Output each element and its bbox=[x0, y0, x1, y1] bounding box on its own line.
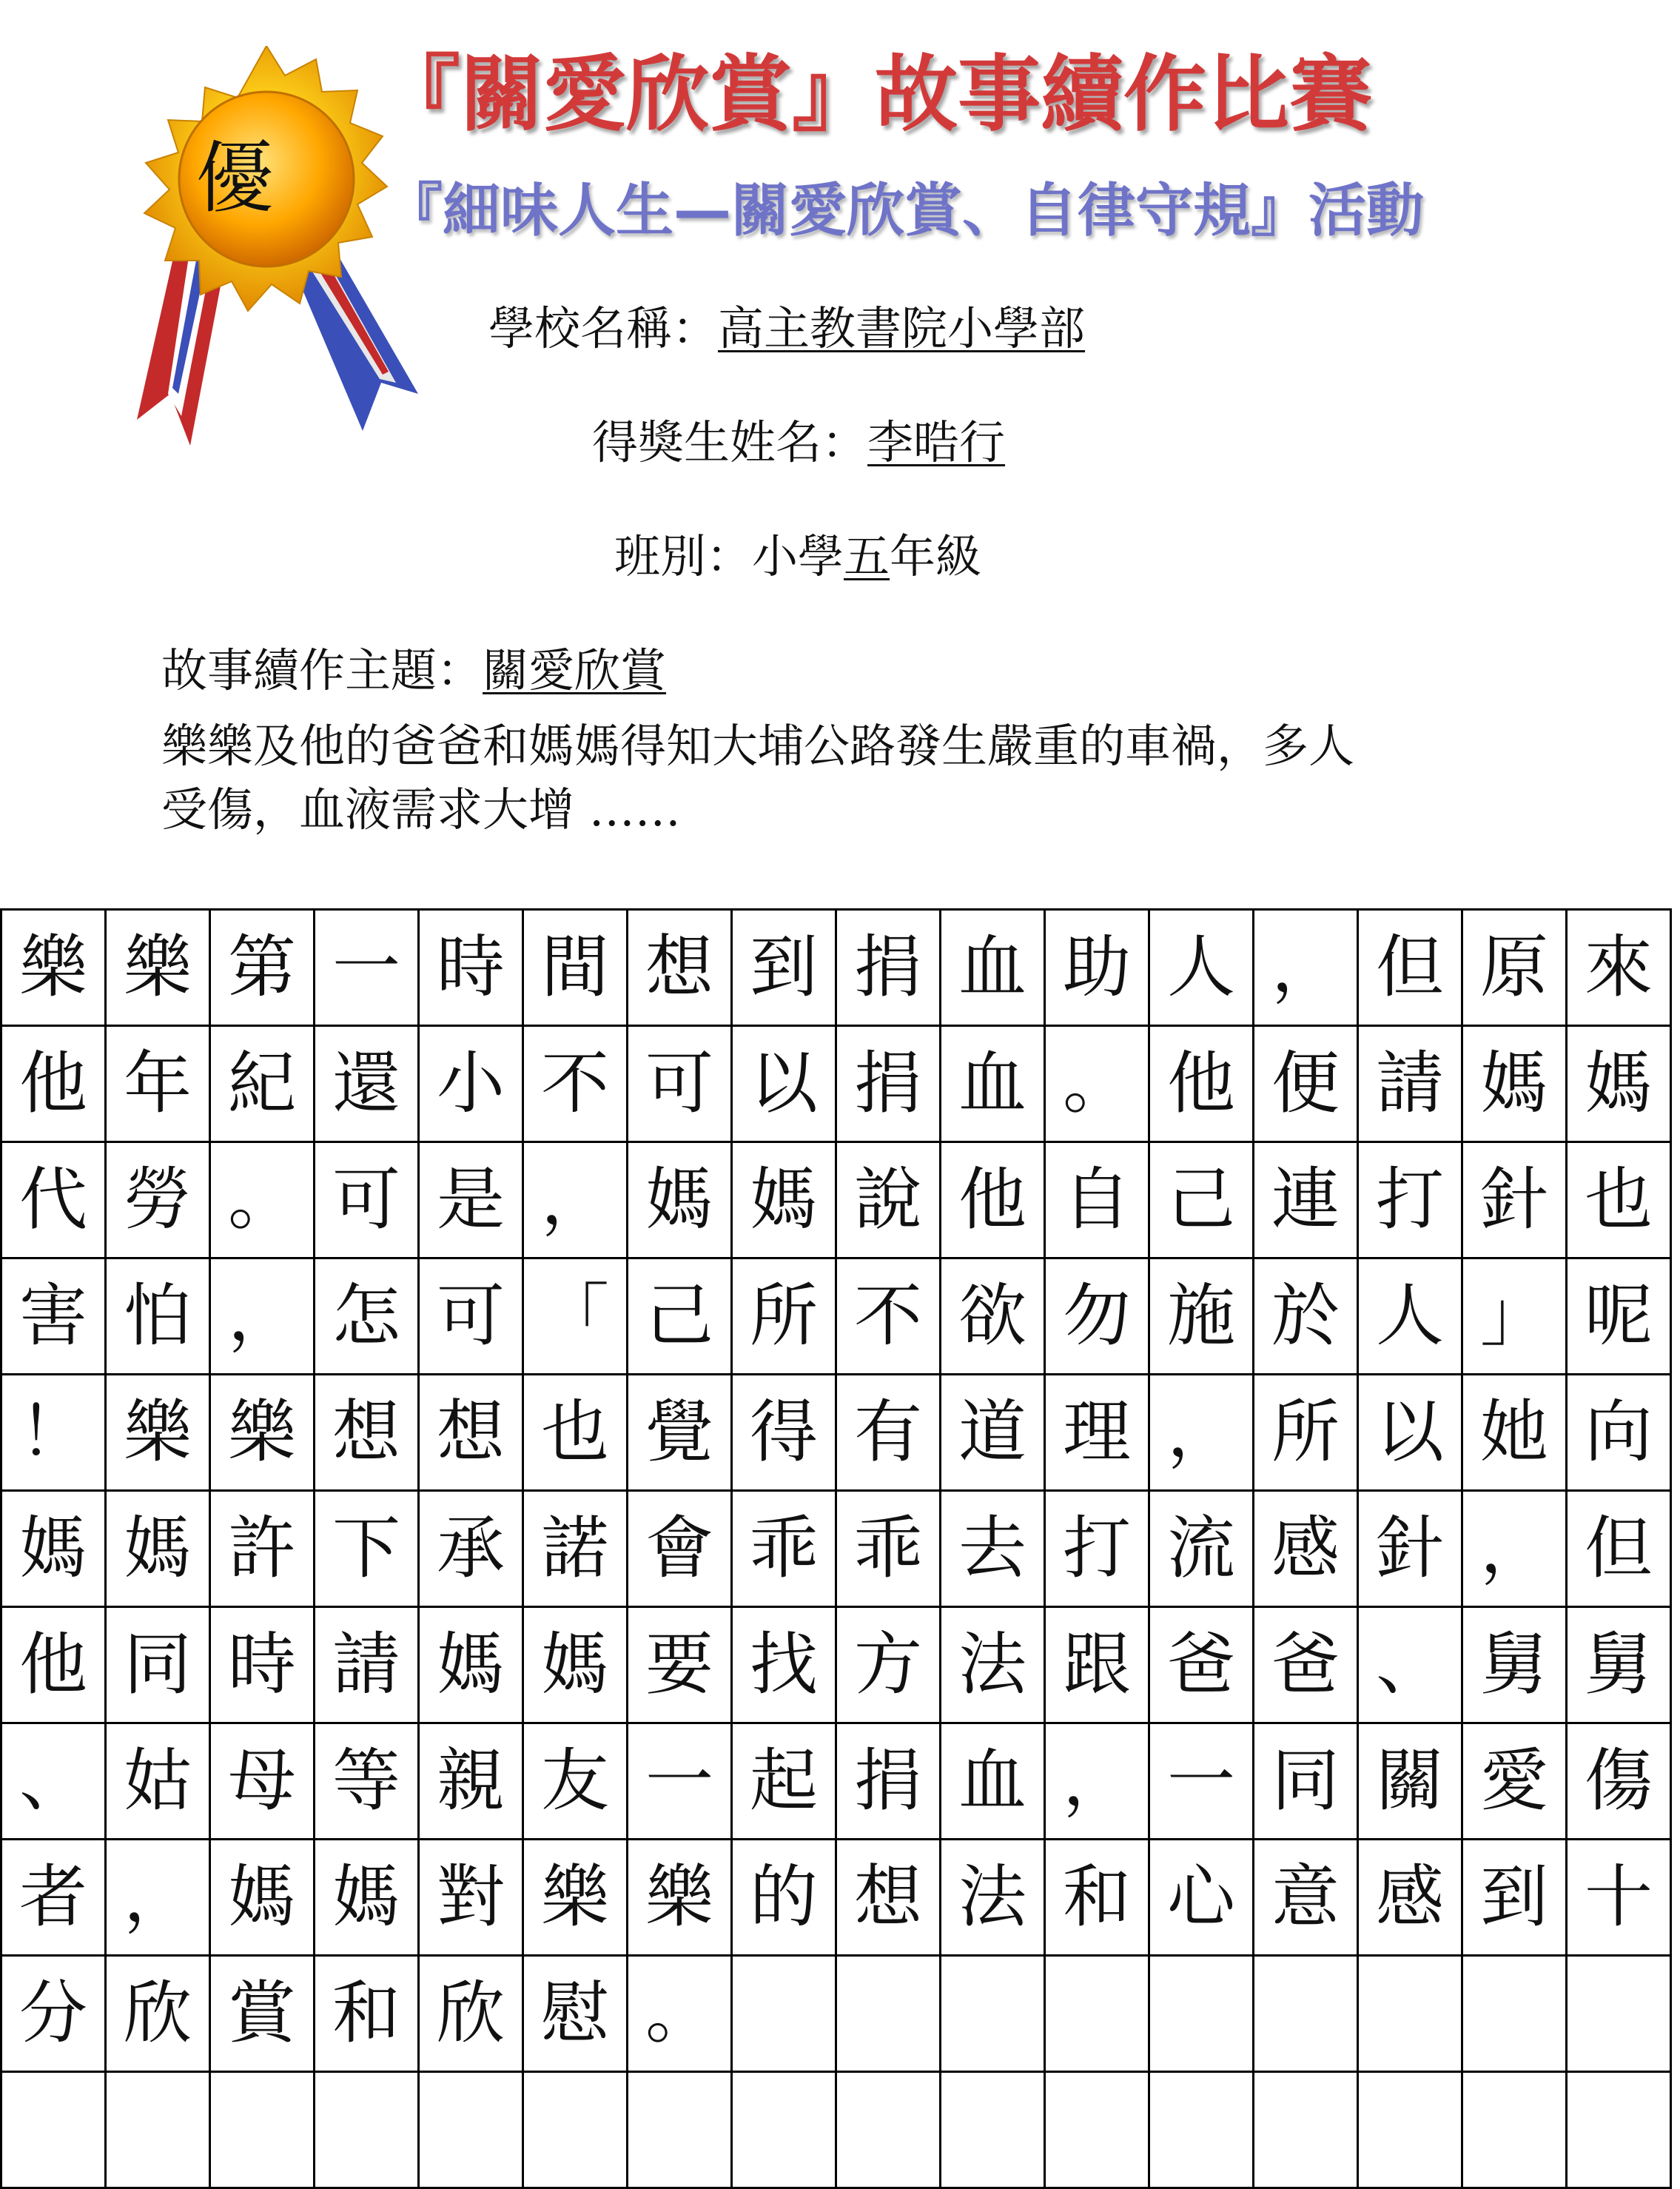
grid-cell: 道 bbox=[941, 1375, 1045, 1491]
class-info bbox=[614, 527, 981, 586]
grid-cell: 、 bbox=[1, 1723, 106, 1840]
grid-cell: 想 bbox=[419, 1375, 523, 1491]
grid-cell: 。 bbox=[1045, 1026, 1149, 1142]
grid-cell: 方 bbox=[836, 1607, 941, 1723]
grid-cell: 愛 bbox=[1462, 1723, 1567, 1840]
grid-row bbox=[1, 1956, 1671, 2072]
grid-cell: 助 bbox=[1045, 910, 1149, 1026]
competition-title: 『關愛欣賞』故事續作比賽 bbox=[377, 47, 1372, 143]
grid-cell: 分 bbox=[1, 1956, 106, 2072]
grid-cell: 法 bbox=[941, 1607, 1045, 1723]
grid-cell: 同 bbox=[1254, 1723, 1358, 1840]
grid-cell: 也 bbox=[523, 1375, 628, 1491]
grid-cell: 心 bbox=[1149, 1840, 1254, 1956]
grid-cell bbox=[1567, 1956, 1671, 2072]
grid-cell: 於 bbox=[1254, 1258, 1358, 1375]
grid-cell: 以 bbox=[732, 1026, 836, 1142]
grid-cell: 所 bbox=[1254, 1375, 1358, 1491]
grid-cell: 原 bbox=[1462, 910, 1567, 1026]
theme-info bbox=[161, 641, 666, 700]
grid-cell: 己 bbox=[1149, 1142, 1254, 1258]
grid-cell: 媽 bbox=[732, 1142, 836, 1258]
grid-row bbox=[1, 910, 1671, 1026]
grid-cell bbox=[1358, 2072, 1462, 2188]
grid-cell bbox=[1149, 1956, 1254, 2072]
grid-cell: 、 bbox=[1358, 1607, 1462, 1723]
grid-cell: 要 bbox=[628, 1607, 732, 1723]
grid-cell: 跟 bbox=[1045, 1607, 1149, 1723]
grid-cell: 一 bbox=[1149, 1723, 1254, 1840]
grid-cell: 舅 bbox=[1462, 1607, 1567, 1723]
grid-cell bbox=[941, 1956, 1045, 2072]
grid-cell: 欣 bbox=[419, 1956, 523, 2072]
grid-cell: 爸 bbox=[1149, 1607, 1254, 1723]
grid-cell: 想 bbox=[315, 1375, 419, 1491]
grid-cell: ， bbox=[106, 1840, 210, 1956]
grid-cell bbox=[1462, 2072, 1567, 2188]
grid-cell: 媽 bbox=[523, 1607, 628, 1723]
grid-row bbox=[1, 2072, 1671, 2188]
grid-cell: 呢 bbox=[1567, 1258, 1671, 1375]
grid-cell: ， bbox=[523, 1142, 628, 1258]
grid-cell: 人 bbox=[1358, 1258, 1462, 1375]
grid-cell: ， bbox=[1149, 1375, 1254, 1491]
grid-cell: 感 bbox=[1254, 1491, 1358, 1607]
grid-cell bbox=[106, 2072, 210, 2188]
grid-cell: 所 bbox=[732, 1258, 836, 1375]
medal-character: 優 bbox=[195, 133, 274, 224]
grid-cell: 以 bbox=[1358, 1375, 1462, 1491]
grid-cell bbox=[1567, 2072, 1671, 2188]
grid-cell: 媽 bbox=[1, 1491, 106, 1607]
grid-cell: 血 bbox=[941, 910, 1045, 1026]
grid-cell: 得 bbox=[732, 1375, 836, 1491]
grid-cell: 覺 bbox=[628, 1375, 732, 1491]
grid-cell bbox=[836, 1956, 941, 2072]
grid-cell: 代 bbox=[1, 1142, 106, 1258]
grid-cell: 同 bbox=[106, 1607, 210, 1723]
class-grade: 五 bbox=[844, 529, 890, 583]
grid-cell bbox=[941, 2072, 1045, 2188]
school-label: 學校名稱： bbox=[488, 301, 719, 355]
grid-cell bbox=[1358, 1956, 1462, 2072]
grid-cell: 樂 bbox=[628, 1840, 732, 1956]
grid-cell: 樂 bbox=[106, 1375, 210, 1491]
grid-row bbox=[1, 1491, 1671, 1607]
grid-cell: 不 bbox=[836, 1258, 941, 1375]
grid-cell: 欣 bbox=[106, 1956, 210, 2072]
grid-cell: 人 bbox=[1149, 910, 1254, 1026]
grid-cell: 樂 bbox=[106, 910, 210, 1026]
grid-cell: 打 bbox=[1358, 1142, 1462, 1258]
grid-cell: 慰 bbox=[523, 1956, 628, 2072]
grid-cell: 「 bbox=[523, 1258, 628, 1375]
grid-cell: 到 bbox=[732, 910, 836, 1026]
grid-cell: 媽 bbox=[210, 1840, 315, 1956]
grid-cell: 不 bbox=[523, 1026, 628, 1142]
grid-cell: 來 bbox=[1567, 910, 1671, 1026]
grid-cell bbox=[523, 2072, 628, 2188]
grid-cell: 媽 bbox=[106, 1491, 210, 1607]
grid-cell: 時 bbox=[419, 910, 523, 1026]
grid-cell: 樂 bbox=[1, 910, 106, 1026]
grid-cell: ， bbox=[1045, 1723, 1149, 1840]
grid-cell: 第 bbox=[210, 910, 315, 1026]
grid-cell: 。 bbox=[628, 1956, 732, 2072]
grid-row bbox=[1, 1142, 1671, 1258]
grid-cell: 姑 bbox=[106, 1723, 210, 1840]
grid-cell bbox=[210, 2072, 315, 2188]
grid-cell: 打 bbox=[1045, 1491, 1149, 1607]
grid-cell bbox=[732, 1956, 836, 2072]
grid-cell: 施 bbox=[1149, 1258, 1254, 1375]
grid-cell: 針 bbox=[1358, 1491, 1462, 1607]
grid-cell: 母 bbox=[210, 1723, 315, 1840]
school-name: 高主教書院小學部 bbox=[718, 301, 1086, 355]
grid-cell: 傷 bbox=[1567, 1723, 1671, 1840]
grid-cell: 。 bbox=[210, 1142, 315, 1258]
grid-cell: 和 bbox=[1045, 1840, 1149, 1956]
grid-cell bbox=[1149, 2072, 1254, 2188]
grid-cell bbox=[1462, 1956, 1567, 2072]
grid-cell: 媽 bbox=[1567, 1026, 1671, 1142]
grid-cell: 己 bbox=[628, 1258, 732, 1375]
grid-cell: ， bbox=[210, 1258, 315, 1375]
grid-cell: 想 bbox=[836, 1840, 941, 1956]
grid-cell: 和 bbox=[315, 1956, 419, 2072]
grid-cell: 怎 bbox=[315, 1258, 419, 1375]
grid-cell: 他 bbox=[941, 1142, 1045, 1258]
school-info bbox=[488, 299, 1085, 358]
grid-cell: 害 bbox=[1, 1258, 106, 1375]
grid-cell: 樂 bbox=[210, 1375, 315, 1491]
grid-cell: ， bbox=[1462, 1491, 1567, 1607]
grid-cell: 爸 bbox=[1254, 1607, 1358, 1723]
story-prompt bbox=[161, 714, 1531, 842]
grid-cell bbox=[1, 2072, 106, 2188]
grid-cell: 向 bbox=[1567, 1375, 1671, 1491]
grid-cell bbox=[1045, 2072, 1149, 2188]
grid-cell: 一 bbox=[315, 910, 419, 1026]
grid-cell bbox=[419, 2072, 523, 2188]
grid-cell: 連 bbox=[1254, 1142, 1358, 1258]
prompt-line-1: 樂樂及他的爸爸和媽媽得知大埔公路發生嚴重的車禍，多人 bbox=[161, 719, 1355, 773]
grid-cell: 理 bbox=[1045, 1375, 1149, 1491]
grid-cell: 感 bbox=[1358, 1840, 1462, 1956]
grid-cell: 捐 bbox=[836, 910, 941, 1026]
grid-cell: 乖 bbox=[836, 1491, 941, 1607]
grid-cell: 是 bbox=[419, 1142, 523, 1258]
grid-cell: 紀 bbox=[210, 1026, 315, 1142]
prompt-line-2: 受傷，血液需求大增 …… bbox=[161, 782, 681, 837]
class-suffix: 年級 bbox=[890, 529, 982, 583]
grid-cell: 捐 bbox=[836, 1026, 941, 1142]
grid-cell: 媽 bbox=[1462, 1026, 1567, 1142]
grid-cell: 血 bbox=[941, 1723, 1045, 1840]
grid-cell: 可 bbox=[628, 1026, 732, 1142]
grid-cell: 到 bbox=[1462, 1840, 1567, 1956]
grid-cell: 者 bbox=[1, 1840, 106, 1956]
grid-cell: 去 bbox=[941, 1491, 1045, 1607]
grid-cell: 怕 bbox=[106, 1258, 210, 1375]
grid-cell: 親 bbox=[419, 1723, 523, 1840]
grid-cell: 他 bbox=[1, 1026, 106, 1142]
grid-cell: 流 bbox=[1149, 1491, 1254, 1607]
grid-cell: ！ bbox=[1, 1375, 106, 1491]
grid-cell: 許 bbox=[210, 1491, 315, 1607]
grid-cell: 請 bbox=[1358, 1026, 1462, 1142]
grid-cell: 可 bbox=[315, 1142, 419, 1258]
grid-cell: 也 bbox=[1567, 1142, 1671, 1258]
grid-cell: 捐 bbox=[836, 1723, 941, 1840]
grid-row bbox=[1, 1840, 1671, 1956]
grid-cell: ， bbox=[1254, 910, 1358, 1026]
grid-cell: 起 bbox=[732, 1723, 836, 1840]
student-name: 李晧行 bbox=[867, 415, 1006, 469]
class-label: 班別：小學 bbox=[614, 529, 844, 583]
grid-cell: 一 bbox=[628, 1723, 732, 1840]
grid-cell: 他 bbox=[1, 1607, 106, 1723]
grid-cell: 間 bbox=[523, 910, 628, 1026]
grid-cell: 友 bbox=[523, 1723, 628, 1840]
grid-cell: 會 bbox=[628, 1491, 732, 1607]
grid-cell: 等 bbox=[315, 1723, 419, 1840]
student-label: 得獎生姓名： bbox=[592, 415, 868, 469]
grid-cell: 樂 bbox=[523, 1840, 628, 1956]
grid-cell: 還 bbox=[315, 1026, 419, 1142]
grid-cell: 找 bbox=[732, 1607, 836, 1723]
grid-cell: 針 bbox=[1462, 1142, 1567, 1258]
grid-cell: 小 bbox=[419, 1026, 523, 1142]
grid-cell: 媽 bbox=[628, 1142, 732, 1258]
grid-cell: 乖 bbox=[732, 1491, 836, 1607]
grid-cell bbox=[628, 2072, 732, 2188]
grid-cell bbox=[1254, 2072, 1358, 2188]
grid-cell bbox=[1045, 1956, 1149, 2072]
grid-cell: 有 bbox=[836, 1375, 941, 1491]
story-writing-grid bbox=[0, 908, 1672, 2189]
theme-label: 故事續作主題： bbox=[161, 643, 483, 697]
theme-value: 關愛欣賞 bbox=[483, 643, 667, 697]
grid-cell: 說 bbox=[836, 1142, 941, 1258]
grid-cell: 年 bbox=[106, 1026, 210, 1142]
grid-cell: 賞 bbox=[210, 1956, 315, 2072]
grid-cell: 欲 bbox=[941, 1258, 1045, 1375]
grid-cell: 關 bbox=[1358, 1723, 1462, 1840]
grid-cell: 媽 bbox=[315, 1840, 419, 1956]
grid-cell: 諾 bbox=[523, 1491, 628, 1607]
grid-cell: 下 bbox=[315, 1491, 419, 1607]
grid-row bbox=[1, 1723, 1671, 1840]
grid-cell: 但 bbox=[1567, 1491, 1671, 1607]
grid-cell: 對 bbox=[419, 1840, 523, 1956]
grid-cell bbox=[732, 2072, 836, 2188]
grid-cell: 想 bbox=[628, 910, 732, 1026]
grid-row bbox=[1, 1607, 1671, 1723]
grid-cell: 可 bbox=[419, 1258, 523, 1375]
grid-cell: 」 bbox=[1462, 1258, 1567, 1375]
grid-cell: 血 bbox=[941, 1026, 1045, 1142]
grid-cell bbox=[315, 2072, 419, 2188]
grid-row bbox=[1, 1375, 1671, 1491]
grid-row bbox=[1, 1258, 1671, 1375]
grid-cell: 請 bbox=[315, 1607, 419, 1723]
grid-cell: 十 bbox=[1567, 1840, 1671, 1956]
grid-cell: 法 bbox=[941, 1840, 1045, 1956]
grid-cell: 但 bbox=[1358, 910, 1462, 1026]
grid-cell bbox=[1254, 1956, 1358, 2072]
activity-subtitle: 『細味人生—關愛欣賞、自律守規』活動 bbox=[385, 178, 1425, 244]
grid-row bbox=[1, 1026, 1671, 1142]
grid-cell: 勞 bbox=[106, 1142, 210, 1258]
grid-cell: 舅 bbox=[1567, 1607, 1671, 1723]
grid-cell: 便 bbox=[1254, 1026, 1358, 1142]
student-info bbox=[592, 413, 1005, 472]
grid-cell: 他 bbox=[1149, 1026, 1254, 1142]
grid-cell: 承 bbox=[419, 1491, 523, 1607]
grid-cell: 她 bbox=[1462, 1375, 1567, 1491]
grid-cell: 自 bbox=[1045, 1142, 1149, 1258]
grid-cell bbox=[836, 2072, 941, 2188]
grid-cell: 時 bbox=[210, 1607, 315, 1723]
grid-cell: 意 bbox=[1254, 1840, 1358, 1956]
grid-cell: 勿 bbox=[1045, 1258, 1149, 1375]
grid-cell: 的 bbox=[732, 1840, 836, 1956]
grid-cell: 媽 bbox=[419, 1607, 523, 1723]
